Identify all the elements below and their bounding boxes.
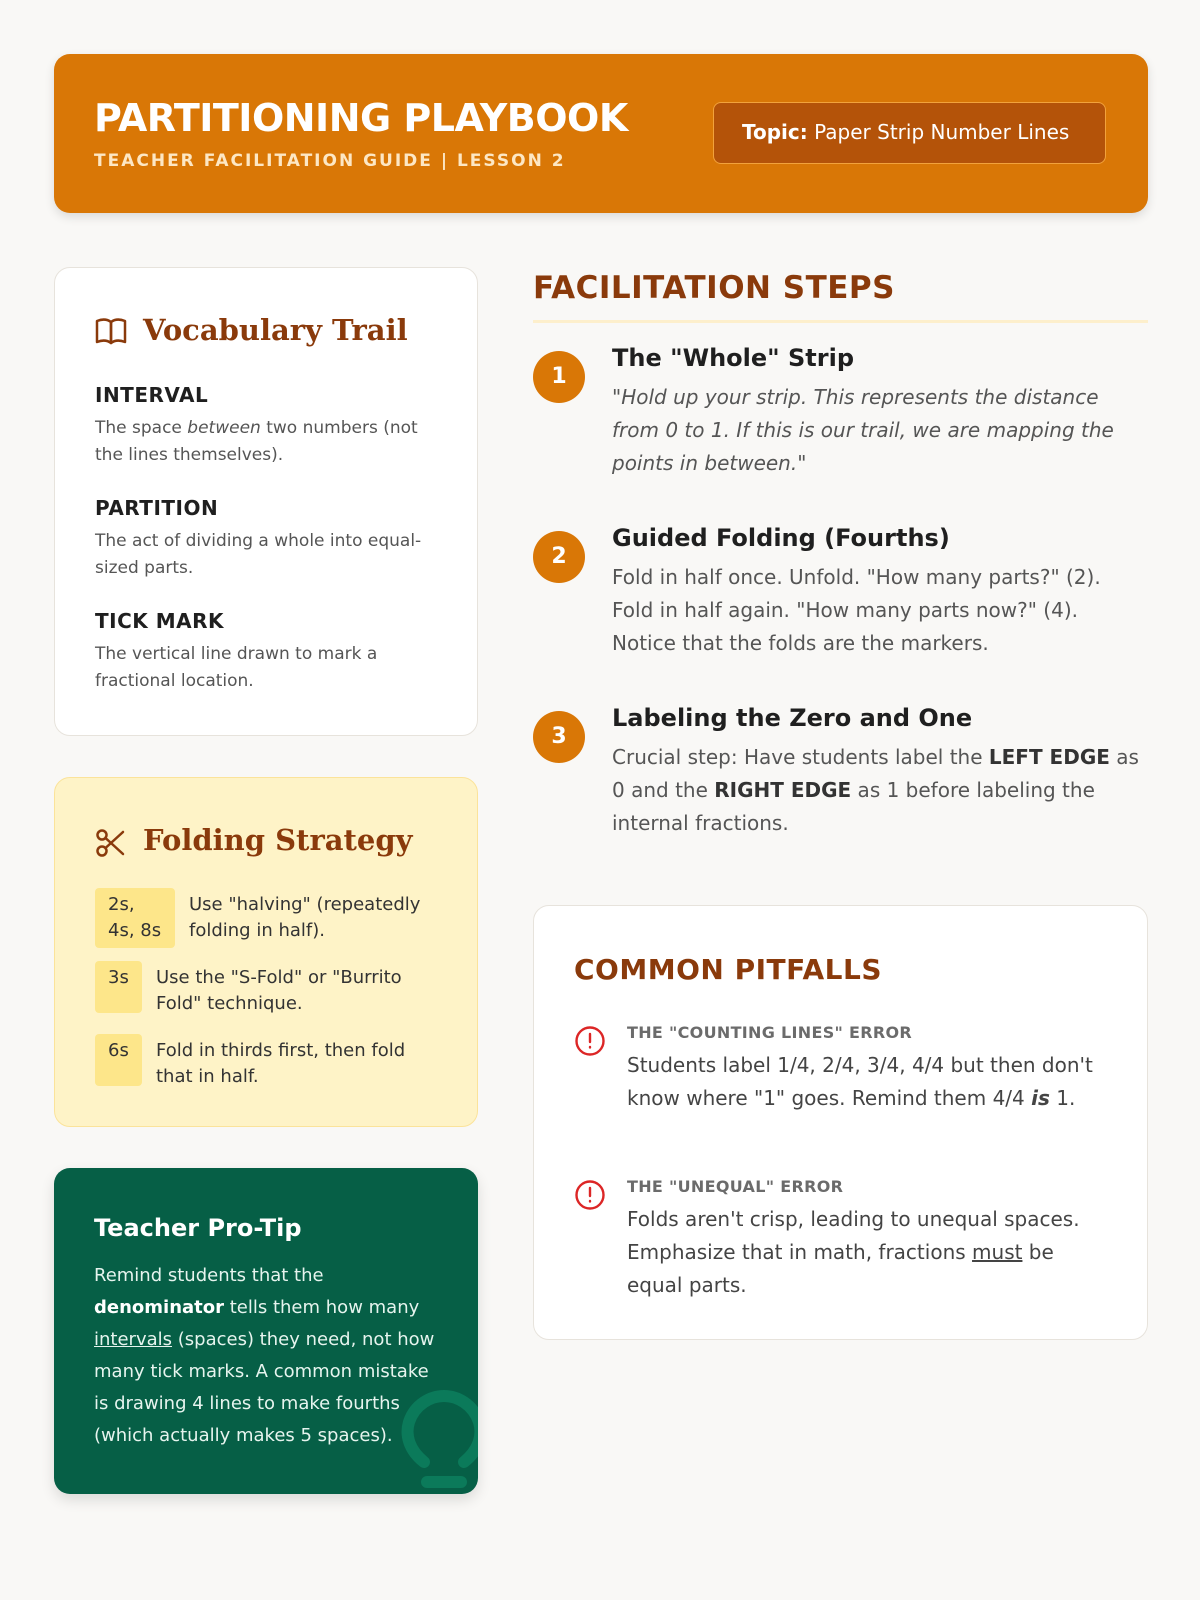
step-body: Fold in half once. Unfold. "How many parts?" (2). Fold in half again. "How many parts now?" (4). Notice that the folds are the markers. [612, 565, 1101, 655]
pitfall-body: Folds aren't crisp, leading to unequal spaces. Emphasize that in math, fractions must be equal parts. [627, 1207, 1080, 1297]
term-name: INTERVAL [95, 383, 209, 407]
folding-strategy-card [54, 777, 478, 1127]
strategy-tag: 3s [95, 961, 142, 1013]
lightbulb-icon [399, 1390, 478, 1494]
step-body: "Hold up your strip. This represents the distance from 0 to 1. If this is our trail, we are mapping the points in between." [612, 385, 1114, 475]
pitfalls-title: COMMON PITFALLS [574, 953, 883, 986]
pitfall-heading: THE "UNEQUAL" ERROR [627, 1177, 844, 1196]
strategy-text: Use "halving" (repeatedly folding in half). [189, 894, 421, 941]
term-name: PARTITION [95, 496, 219, 520]
alert-circle-icon [574, 1179, 606, 1215]
term-definition: The space between two numbers (not the lines themselves). [95, 418, 418, 465]
step-heading: Labeling the Zero and One [612, 704, 973, 732]
folding-title: Folding Strategy [143, 823, 413, 857]
step-heading: Guided Folding (Fourths) [612, 524, 950, 552]
step-number: 3 [533, 711, 585, 763]
strategy-text: Fold in thirds first, then fold that in half. [156, 1040, 406, 1087]
step-number: 1 [533, 351, 585, 403]
vocab-term [95, 496, 445, 582]
step-number: 2 [533, 531, 585, 583]
term-definition: The vertical line drawn to mark a fractional location. [95, 644, 378, 691]
term-name: TICK MARK [95, 609, 225, 633]
vocab-term [95, 383, 445, 469]
pro-tip-card [54, 1168, 478, 1494]
strategy-tag: 6s [95, 1034, 142, 1086]
divider [533, 320, 1148, 323]
scissors-icon [95, 828, 125, 862]
pro-tip-body: Remind students that the denominator tells them how many intervals (spaces) they need, not how many tick marks. A common mistake is drawing 4 lines to make fourths (which actually makes 5 spaces). [94, 1265, 435, 1446]
vocab-term [95, 609, 445, 695]
page-title: PARTITIONING PLAYBOOK [94, 96, 628, 140]
page-subtitle: TEACHER FACILITATION GUIDE | LESSON 2 [94, 151, 566, 171]
pitfall-heading: THE "COUNTING LINES" ERROR [627, 1023, 913, 1042]
topic-label: Topic: [742, 120, 808, 144]
topic-badge [713, 102, 1106, 164]
term-definition: The act of dividing a whole into equal-sized parts. [95, 531, 422, 578]
strategy-text: Use the "S-Fold" or "Burrito Fold" technique. [156, 967, 402, 1014]
vocabulary-title: Vocabulary Trail [143, 313, 408, 347]
pitfall-body: Students label 1/4, 2/4, 3/4, 4/4 but then don't know where "1" goes. Remind them 4/4 is 1. [627, 1053, 1093, 1110]
topic-value: Paper Strip Number Lines [814, 120, 1070, 144]
pro-tip-title: Teacher Pro-Tip [94, 1214, 302, 1242]
step-body: Crucial step: Have students label the LEFT EDGE as 0 and the RIGHT EDGE as 1 before labeling the internal fractions. [612, 745, 1139, 835]
common-pitfalls-card [533, 905, 1148, 1340]
vocabulary-card [54, 267, 478, 736]
strategy-tag: 2s, 4s, 8s [95, 888, 175, 948]
facilitation-steps-title: FACILITATION STEPS [533, 270, 895, 306]
step-heading: The "Whole" Strip [612, 344, 855, 372]
alert-circle-icon [574, 1025, 606, 1061]
book-icon [95, 317, 127, 349]
header-banner [54, 54, 1148, 213]
